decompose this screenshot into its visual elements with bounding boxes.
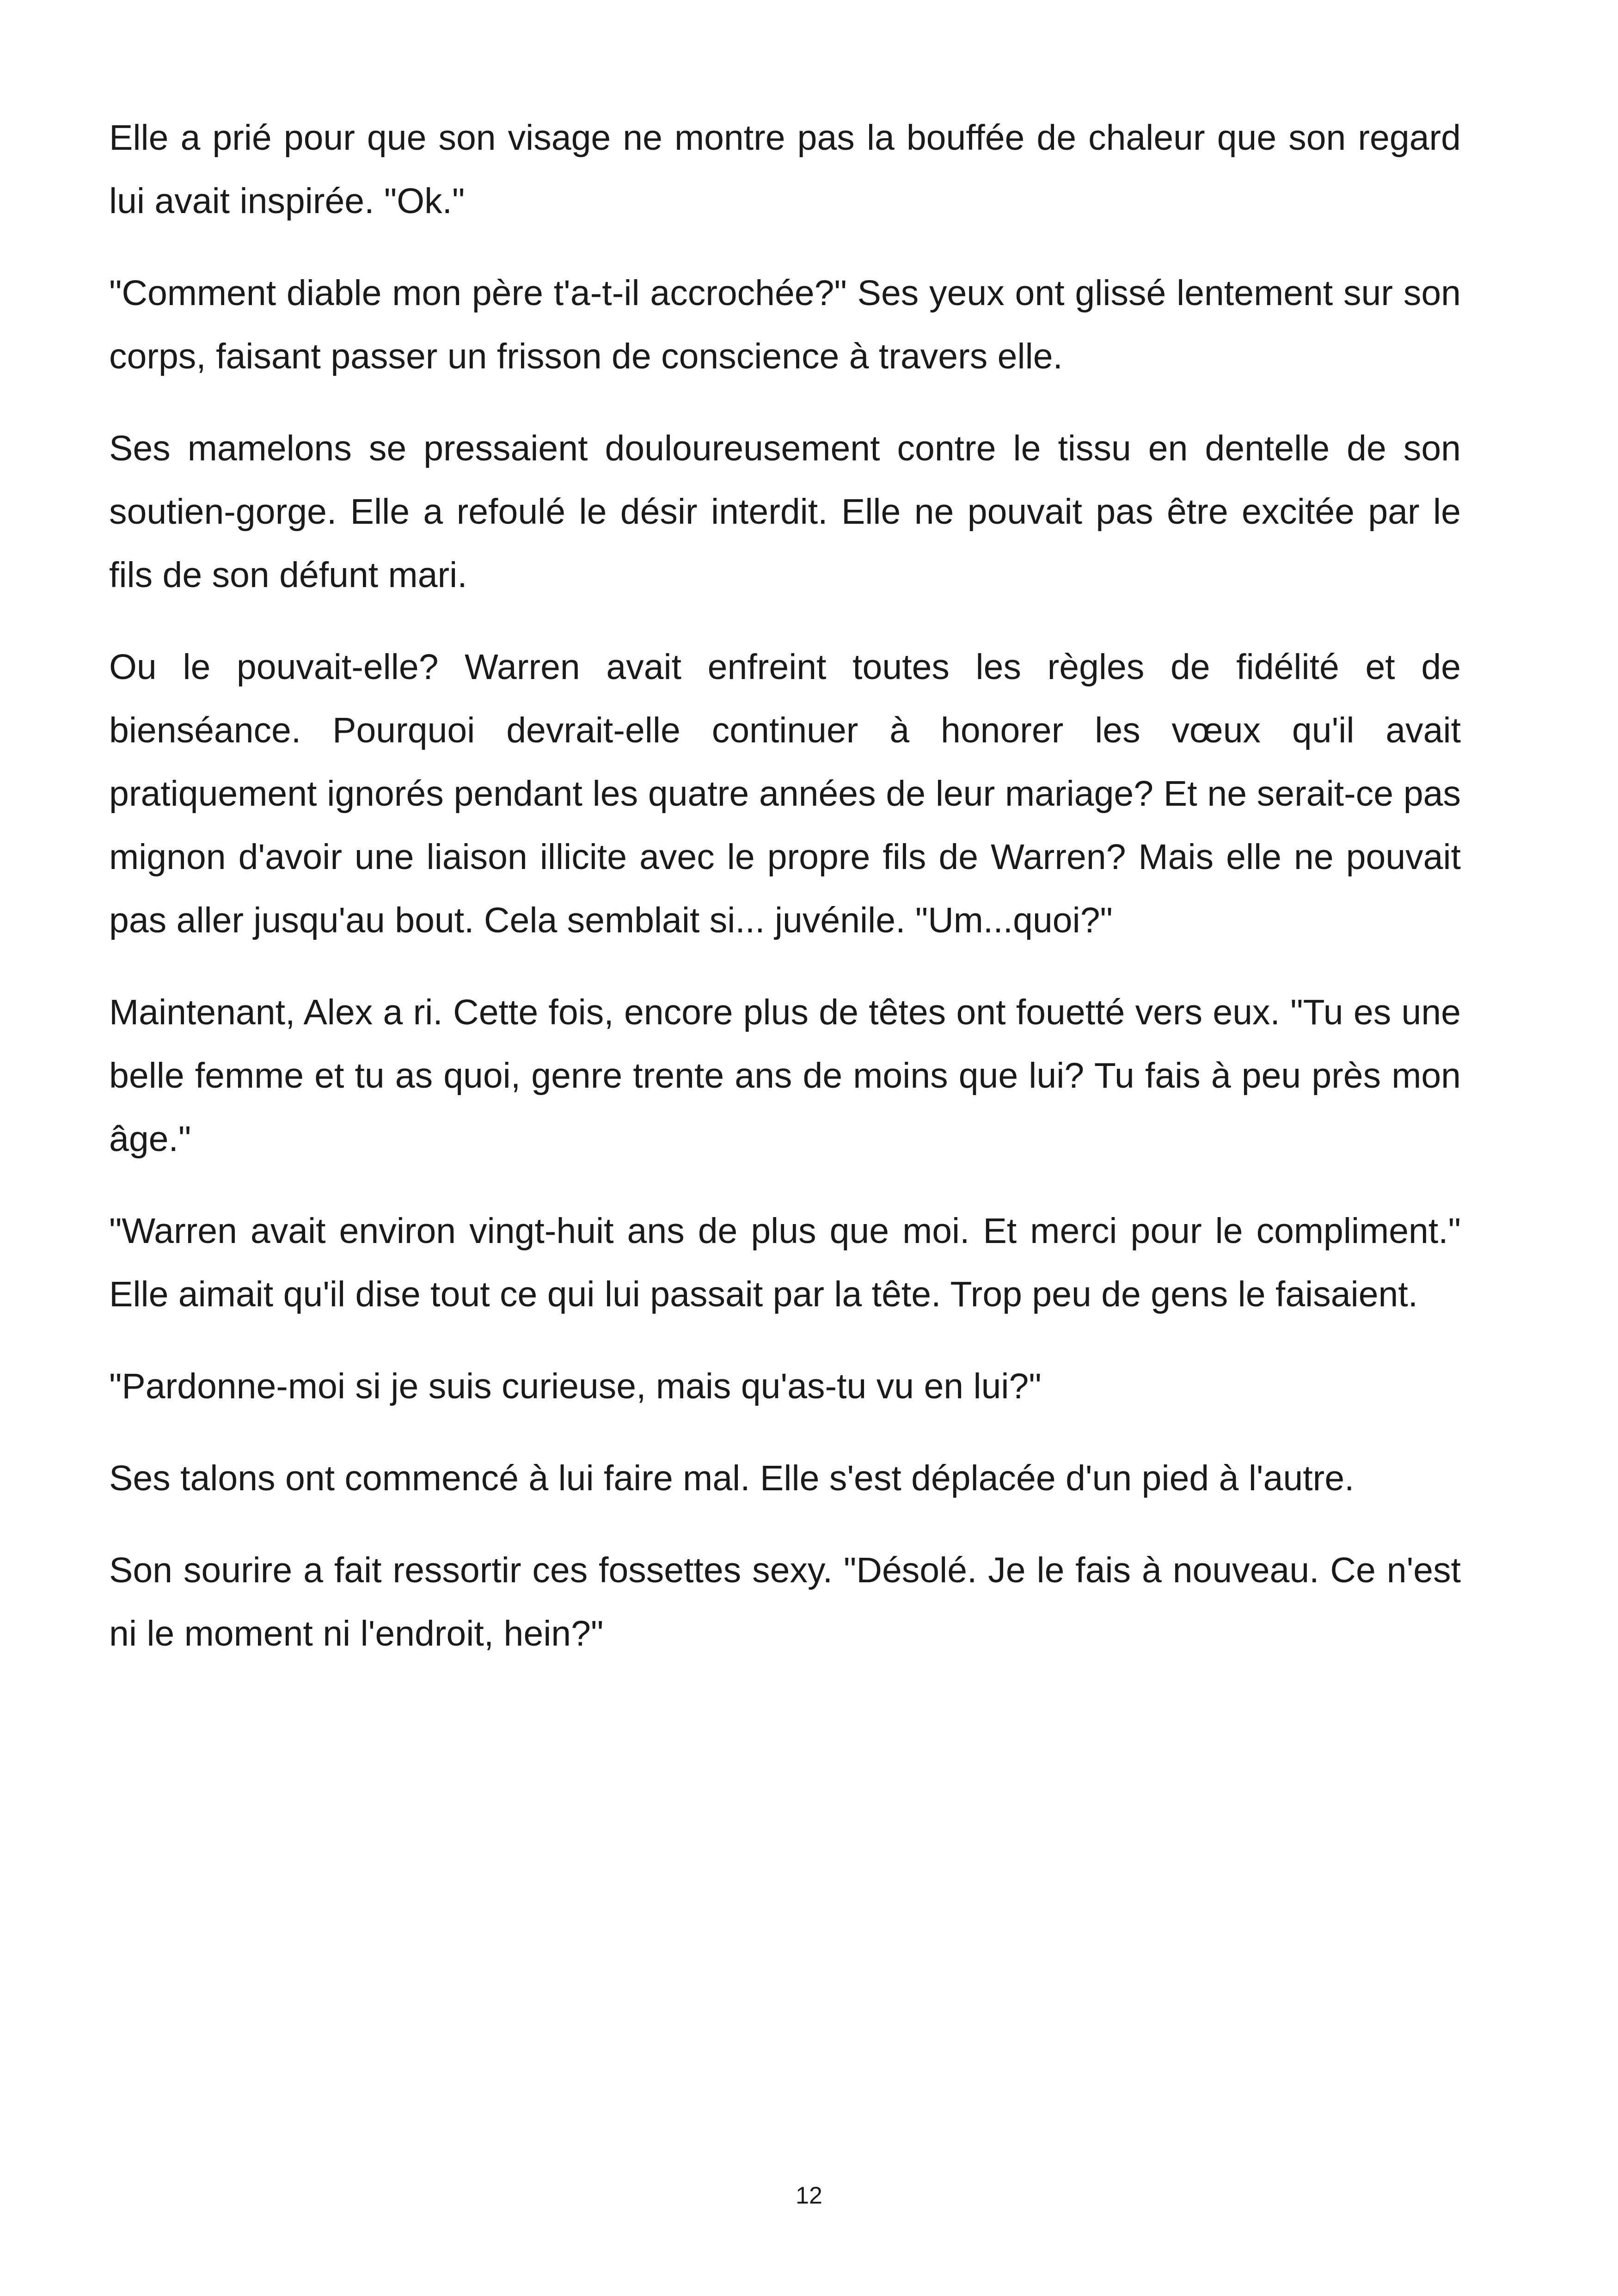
paragraph-6: "Warren avait environ vingt-huit ans de plus que moi. Et merci pour le compliment." Elle aimait qu'il dise tout ce qui lui passait par la tête. Trop peu de gens le faisaient. [109,1211,1461,1314]
paragraph-4: Ou le pouvait-elle? Warren avait enfreint toutes les règles de fidélité et de bienséance. Pourquoi devrait-elle continuer à honorer les vœux qu'il avait pratiquement ignorés pendant les quatre années de leur mariage? Et ne serait-ce pas mignon d'avoir une liaison illicite avec le propre fils de Warren? Mais elle ne pouvait pas aller jusqu'au bout. Cela semblait si... juvénile. "Um...quoi?" [109,647,1461,940]
paragraph-2: "Comment diable mon père t'a-t-il accrochée?" Ses yeux ont glissé lentement sur son corps, faisant passer un frisson de conscience à travers elle. [109,273,1461,376]
paragraph-9: Son sourire a fait ressortir ces fossettes sexy. "Désolé. Je le fais à nouveau. Ce n'est ni le moment ni l'endroit, hein?" [109,1550,1461,1653]
paragraph-8: Ses talons ont commencé à lui faire mal. Elle s'est déplacée d'un pied à l'autre. [109,1458,1354,1498]
paragraph-3: Ses mamelons se pressaient douloureusement contre le tissu en dentelle de son soutien-gorge. Elle a refoulé le désir interdit. Elle ne pouvait pas être excitée par le fils de son défunt mari. [109,429,1461,595]
page-number: 12 [796,2182,822,2209]
paragraph-7: "Pardonne-moi si je suis curieuse, mais qu'as-tu vu en lui?" [109,1366,1042,1406]
paragraph-5: Maintenant, Alex a ri. Cette fois, encore plus de têtes ont fouetté vers eux. "Tu es une belle femme et tu as quoi, genre trente ans de moins que lui? Tu fais à peu près mon âge." [109,992,1461,1159]
body-text [109,106,1461,1694]
paragraph-1: Elle a prié pour que son visage ne montre pas la bouffée de chaleur que son regard lui avait inspirée. "Ok." [109,118,1461,221]
